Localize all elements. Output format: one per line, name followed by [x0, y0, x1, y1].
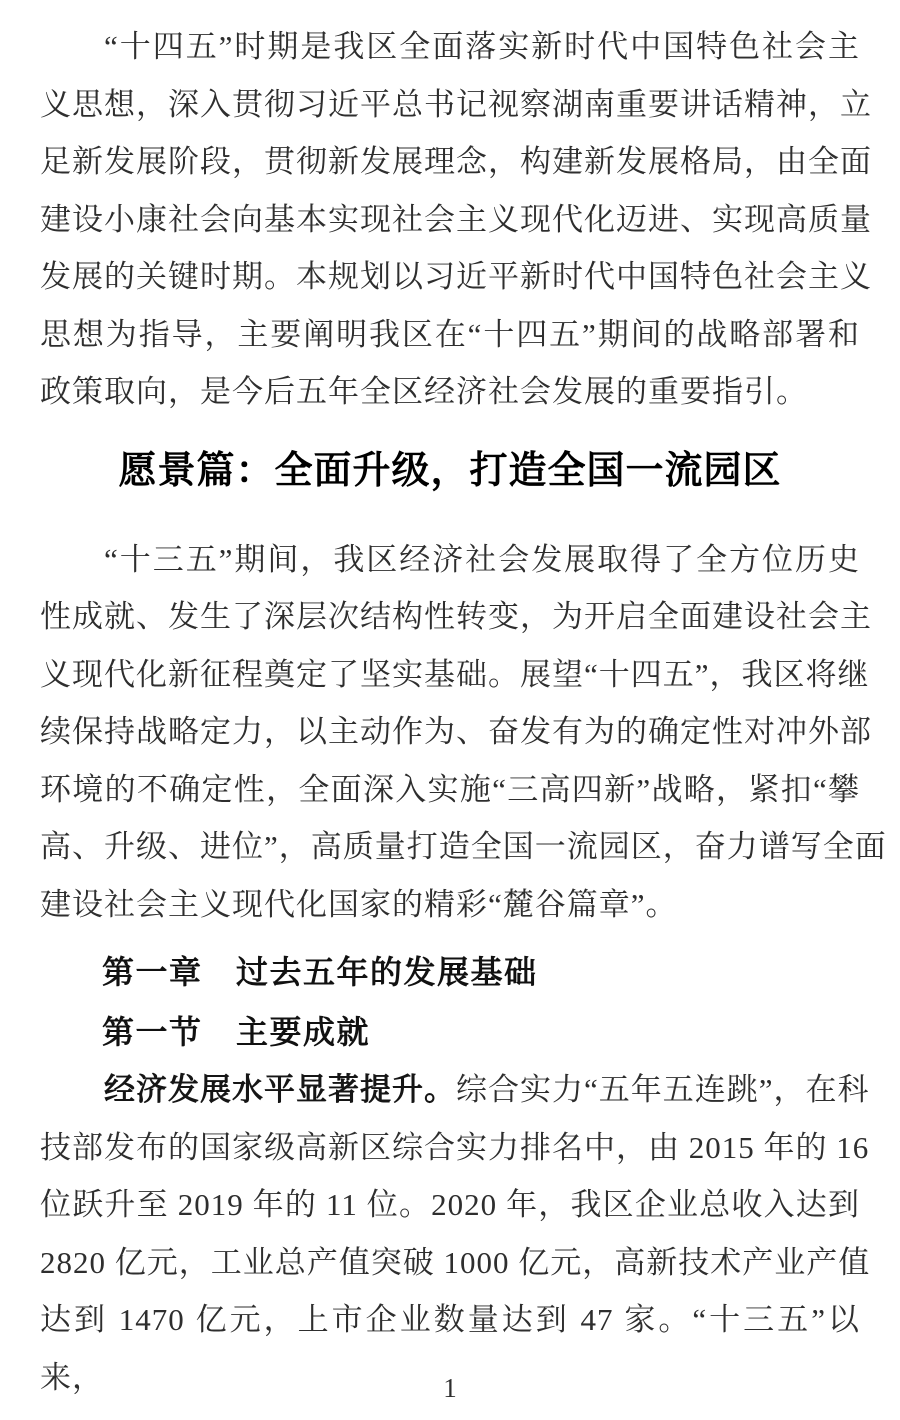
text-line: 高、升级、进位”，高质量打造全国一流园区，奋力谱写全面	[40, 829, 887, 864]
page-number: 1	[443, 1373, 457, 1403]
section-1-heading: 第一节 主要成就	[102, 1014, 371, 1050]
text-run: 综合实力“五年五连跳”，在科	[456, 1072, 870, 1107]
achievements-paragraph	[40, 1061, 871, 1395]
intro-paragraph	[40, 18, 872, 421]
text-line: 义思想，深入贯彻习近平总书记视察湖南重要讲话精神，立	[40, 86, 872, 122]
text-line: 思想为指导，主要阐明我区在“十四五”期间的战略部署和	[40, 316, 860, 352]
text-line: 足新发展阶段，贯彻新发展理念，构建新发展格局，由全面	[40, 144, 872, 179]
text-line: 环境的不确定性，全面深入实施“三高四新”战略，紧扣“攀	[40, 771, 860, 807]
text-line: 政策取向，是今后五年全区经济社会发展的重要指引。	[40, 374, 808, 409]
vision-paragraph	[40, 531, 887, 934]
text-line: “十三五”期间，我区经济社会发展取得了全方位历史	[104, 541, 860, 577]
bold-lead-phrase: 经济发展水平显著提升。	[104, 1072, 456, 1107]
text-line: 发展的关键时期。本规划以习近平新时代中国特色社会主义	[40, 259, 872, 294]
text-line: 2820 亿元，工业总产值突破 1000 亿元，高新技术产业产值	[40, 1244, 871, 1280]
text-line: 义现代化新征程奠定了坚实基础。展望“十四五”，我区将继	[40, 656, 870, 692]
section-title-vision: 愿景篇：全面升级，打造全国一流园区	[118, 449, 782, 492]
chapter-1-heading: 第一章 过去五年的发展基础	[102, 954, 538, 990]
text-line: 达到 1470 亿元，上市企业数量达到 47 家。“十三五”以来，	[40, 1302, 860, 1395]
text-line: 技部发布的国家级高新区综合实力排名中，由 2015 年的 16	[40, 1129, 870, 1165]
text-line	[40, 1061, 870, 1119]
text-line: 续保持战略定力，以主动作为、奋发有为的确定性对冲外部	[40, 714, 872, 749]
text-line: 建设社会主义现代化国家的精彩“麓谷篇章”。	[40, 886, 678, 922]
text-line: 位跃升至 2019 年的 11 位。2020 年，我区企业总收入达到	[40, 1187, 860, 1222]
text-line: 建设小康社会向基本实现社会主义现代化迈进、实现高质量	[40, 201, 872, 237]
text-line: “十四五”时期是我区全面落实新时代中国特色社会主	[104, 29, 860, 64]
text-line: 性成就、发生了深层次结构性转变，为开启全面建设社会主	[40, 599, 872, 634]
